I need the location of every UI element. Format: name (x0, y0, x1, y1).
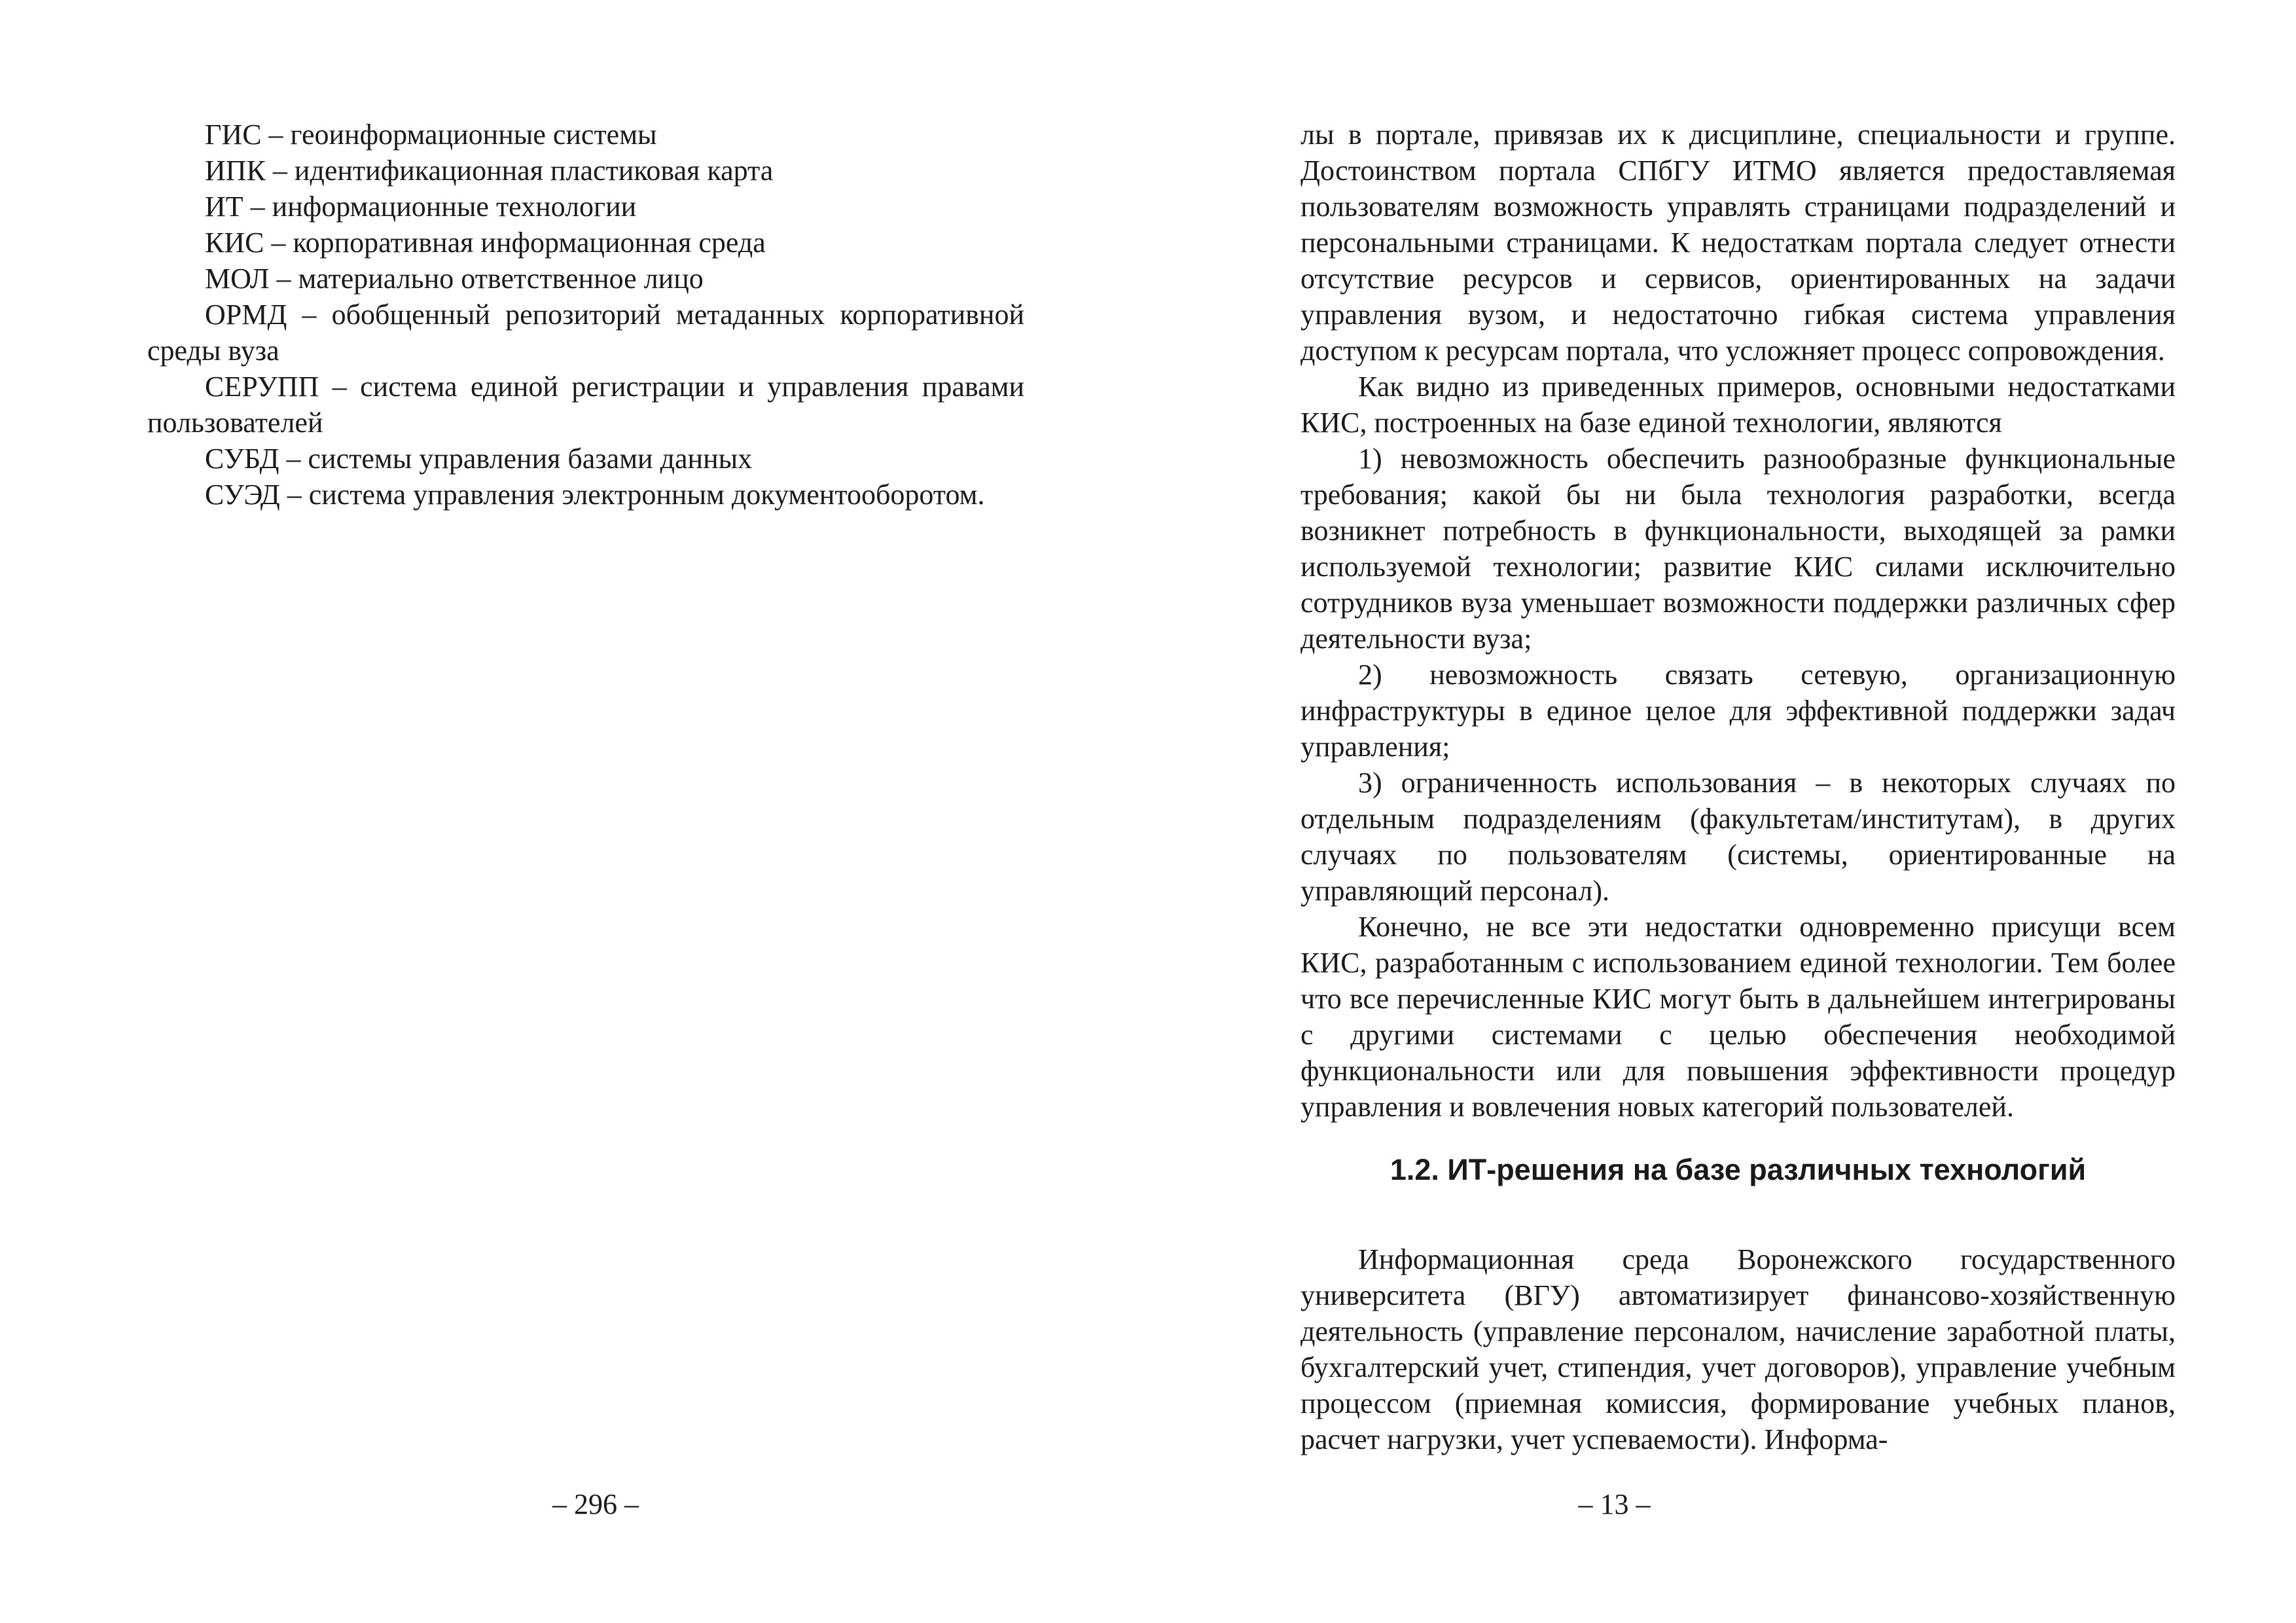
abbreviation-list (147, 117, 1024, 513)
section-heading: 1.2. ИТ-решения на базе различных технологий (1390, 1153, 2087, 1186)
body-paragraph: 3) ограниченность использования – в некоторых случаях по отдельным подразделениям (факультетам/институтам), в других случаях по пользователям (системы, ориентированные на управляющий персонал). (1300, 767, 2176, 907)
abbreviation-item: ИТ – информационные технологии (205, 191, 637, 223)
abbreviation-item: СУБД – системы управления базами данных (205, 443, 753, 475)
body-paragraph: Информационная среда Воронежского государственного университета (ВГУ) автоматизирует финансово-хозяйственную деятельность (управление персоналом, начисление заработной платы, бухгалтерский учет, стипендия, учет договоров), управление учебным процессом (приемная комиссия, формирование учебных планов, расчет нагрузки, учет успеваемости). Информа- (1300, 1243, 2176, 1455)
body-paragraph: 1) невозможность обеспечить разнообразные функциональные требования; какой бы ни была технология разработки, всегда возникнет потребность в функциональности, выходящей за рамки используемой технологии; развитие КИС силами исключительно сотрудников вуза уменьшает возможности поддержки различных сфер деятельности вуза; (1300, 443, 2176, 655)
body-paragraph: лы в портале, привязав их к дисциплине, специальности и группе. Достоинством портала СПбГУ ИТМО является предоставляемая пользователям возможность управлять страницами подразделений и персональными страницами. К недостаткам портала следует отнести отсутствие ресурсов и сервисов, ориентированных на задачи управления вузом, и недостаточно гибкая система управления доступом к ресурсам портала, что усложняет процесс сопровождения. (1300, 119, 2176, 367)
right-page-number: – 13 – (1578, 1488, 1651, 1520)
abbreviation-item: ОРМД – обобщенный репозиторий метаданных корпоративной среды вуза (147, 299, 1024, 367)
abbreviation-item: СЕРУПП – система единой регистрации и управления правами пользователей (147, 371, 1024, 439)
abbreviation-item: СУЭД – система управления электронным документооборотом. (205, 479, 985, 511)
abbreviation-item: КИС – корпоративная информационная среда (205, 227, 766, 259)
body-paragraph: 2) невозможность связать сетевую, организационную инфраструктуры в единое целое для эффективной поддержки задач управления; (1300, 659, 2176, 763)
body-paragraph: Как видно из приведенных примеров, основными недостатками КИС, построенных на базе единой технологии, являются (1300, 371, 2176, 439)
abbreviation-item: ГИС – геоинформационные системы (205, 119, 657, 151)
abbreviation-item: ИПК – идентификационная пластиковая карта (205, 155, 774, 187)
body-paragraph: Конечно, не все эти недостатки одновременно присущи всем КИС, разработанным с использованием единой технологии. Тем более что все перечисленные КИС могут быть в дальнейшем интегрированы с другими системами с целью обеспечения необходимой функциональности или для повышения эффективности процедур управления и вовлечения новых категорий пользователей. (1300, 911, 2176, 1123)
left-page-number: – 296 – (552, 1488, 639, 1520)
right-page-body (1300, 117, 2176, 1457)
right-page (1148, 0, 2296, 1623)
abbreviation-item: МОЛ – материально ответственное лицо (205, 263, 704, 295)
